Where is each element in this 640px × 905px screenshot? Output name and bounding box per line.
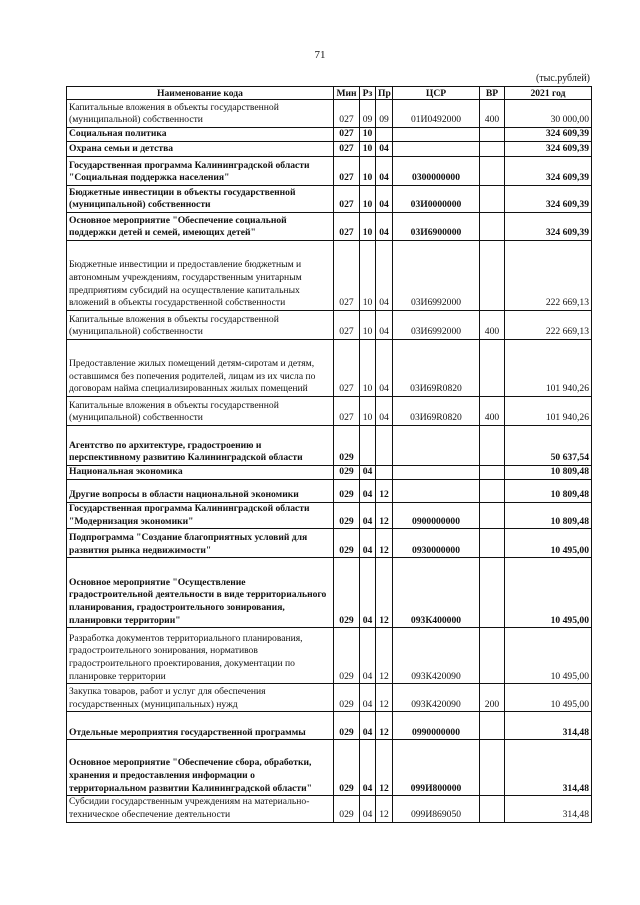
row-amount: 324 609,39	[505, 186, 592, 213]
row-min: 029	[334, 628, 360, 684]
table-row	[67, 740, 592, 796]
row-amount: 314,48	[505, 740, 592, 796]
table-row	[67, 142, 592, 157]
row-csr: 03И0000000	[393, 186, 480, 213]
row-amount: 314,48	[505, 796, 592, 822]
row-name: Предоставление жилых помещений детям-сиротам и детям, оставшимся без попечения родителей, лицам из их числа по договорам найма специализированных жилых помещений	[67, 340, 334, 397]
row-csr: 03И69R0820	[393, 397, 480, 426]
row-amount: 10 809,48	[505, 503, 592, 529]
row-pr: 12	[376, 740, 393, 796]
row-rz: 10	[360, 397, 376, 426]
row-vr: 400	[480, 397, 505, 426]
row-vr	[480, 340, 505, 397]
row-pr	[376, 128, 393, 142]
row-vr	[480, 796, 505, 822]
row-vr	[480, 157, 505, 186]
row-name: Субсидии государственным учреждениям на материально-техническое обеспечение деятельности	[67, 796, 334, 822]
row-pr: 12	[376, 480, 393, 503]
table-row	[67, 426, 592, 466]
row-rz: 04	[360, 503, 376, 529]
table-row	[67, 213, 592, 241]
row-amount: 10 495,00	[505, 628, 592, 684]
row-csr: 0900000000	[393, 503, 480, 529]
row-csr: 093К420090	[393, 628, 480, 684]
row-name: Разработка документов территориального планирования, градостроительного зонирования, нормативов градостроительного проектирования, документации по планировке территории	[67, 628, 334, 684]
row-vr	[480, 558, 505, 628]
row-rz: 04	[360, 558, 376, 628]
row-rz: 10	[360, 241, 376, 311]
row-rz: 09	[360, 100, 376, 128]
row-csr: 01И0492000	[393, 100, 480, 128]
row-csr: 03И6992000	[393, 241, 480, 311]
row-rz: 04	[360, 712, 376, 740]
row-amount: 30 000,00	[505, 100, 592, 128]
row-rz: 10	[360, 311, 376, 340]
row-rz: 10	[360, 213, 376, 241]
row-min: 027	[334, 157, 360, 186]
row-amount: 50 637,54	[505, 426, 592, 466]
row-amount: 10 809,48	[505, 466, 592, 480]
row-min: 027	[334, 397, 360, 426]
row-amount: 101 940,26	[505, 397, 592, 426]
row-csr	[393, 480, 480, 503]
row-vr	[480, 740, 505, 796]
row-csr: 0990000000	[393, 712, 480, 740]
row-amount: 101 940,26	[505, 340, 592, 397]
row-min: 027	[334, 241, 360, 311]
row-min: 027	[334, 128, 360, 142]
page-number: 71	[314, 49, 326, 61]
row-pr: 09	[376, 100, 393, 128]
row-csr: 093К400000	[393, 558, 480, 628]
row-rz: 10	[360, 128, 376, 142]
row-pr: 04	[376, 241, 393, 311]
row-vr	[480, 628, 505, 684]
row-rz: 04	[360, 628, 376, 684]
row-pr: 04	[376, 157, 393, 186]
row-min: 029	[334, 740, 360, 796]
row-vr	[480, 529, 505, 558]
budget-table	[66, 86, 592, 823]
table-row	[67, 628, 592, 684]
row-pr: 04	[376, 311, 393, 340]
row-min: 029	[334, 503, 360, 529]
row-csr	[393, 426, 480, 466]
row-vr: 400	[480, 311, 505, 340]
row-pr: 12	[376, 712, 393, 740]
row-amount: 10 495,00	[505, 558, 592, 628]
row-name: Социальная политика	[67, 128, 334, 142]
row-vr	[480, 466, 505, 480]
row-csr: 093К420090	[393, 684, 480, 712]
table-row	[67, 684, 592, 712]
row-csr: 03И6992000	[393, 311, 480, 340]
table-row	[67, 397, 592, 426]
row-csr: 099И869050	[393, 796, 480, 822]
row-amount: 314,48	[505, 712, 592, 740]
row-amount: 222 669,13	[505, 311, 592, 340]
header-min: Мин	[334, 87, 360, 100]
row-rz: 04	[360, 684, 376, 712]
header-rz: Рз	[360, 87, 376, 100]
row-amount: 324 609,39	[505, 157, 592, 186]
header-csr: ЦСР	[393, 87, 480, 100]
row-vr	[480, 128, 505, 142]
table-header-row	[67, 87, 592, 100]
row-vr	[480, 142, 505, 157]
row-vr	[480, 213, 505, 241]
table-row	[67, 100, 592, 128]
row-min: 027	[334, 311, 360, 340]
row-name: Отдельные мероприятия государственной программы	[67, 712, 334, 740]
table-row	[67, 796, 592, 822]
row-pr: 12	[376, 503, 393, 529]
row-amount: 10 495,00	[505, 684, 592, 712]
row-min: 027	[334, 186, 360, 213]
row-vr	[480, 712, 505, 740]
row-name: Подпрограмма "Создание благоприятных условий для развития рынка недвижимости"	[67, 529, 334, 558]
row-min: 029	[334, 558, 360, 628]
header-name: Наименование кода	[67, 87, 334, 100]
table-row	[67, 186, 592, 213]
row-vr	[480, 503, 505, 529]
row-pr: 12	[376, 796, 393, 822]
row-rz	[360, 426, 376, 466]
row-amount: 10 495,00	[505, 529, 592, 558]
row-name: Агентство по архитектуре, градостроению и перспективному развитию Калининградской области	[67, 426, 334, 466]
row-amount: 324 609,39	[505, 142, 592, 157]
table-row	[67, 128, 592, 142]
row-name: Государственная программа Калининградской области "Модернизация экономики"	[67, 503, 334, 529]
table-row	[67, 529, 592, 558]
row-pr: 12	[376, 628, 393, 684]
row-pr: 04	[376, 340, 393, 397]
row-name: Государственная программа Калининградской области "Социальная поддержка населения"	[67, 157, 334, 186]
row-name: Основное мероприятие "Осуществление градостроительной деятельности в виде территориального планирования, градостроительного зонирования, планировки территории"	[67, 558, 334, 628]
row-amount: 10 809,48	[505, 480, 592, 503]
row-pr: 12	[376, 558, 393, 628]
row-name: Капитальные вложения в объекты государственной (муниципальной) собственности	[67, 100, 334, 128]
row-pr	[376, 466, 393, 480]
table-row	[67, 241, 592, 311]
row-name: Бюджетные инвестиции и предоставление бюджетным и автономным учреждениям, государственным унитарным предприятиям субсидий на осуществление капитальных вложений в объекты государственной собственности	[67, 241, 334, 311]
row-csr	[393, 142, 480, 157]
row-name: Основное мероприятие "Обеспечение сбора, обработки, хранения и предоставления информации о территориальном развитии Калининградской области"	[67, 740, 334, 796]
row-pr: 04	[376, 213, 393, 241]
row-csr: 03И6900000	[393, 213, 480, 241]
row-min: 029	[334, 480, 360, 503]
row-vr	[480, 186, 505, 213]
row-rz: 10	[360, 142, 376, 157]
row-pr	[376, 426, 393, 466]
row-rz: 04	[360, 466, 376, 480]
row-rz: 10	[360, 157, 376, 186]
header-vr: ВР	[480, 87, 505, 100]
row-min: 029	[334, 684, 360, 712]
row-csr: 03И69R0820	[393, 340, 480, 397]
row-vr: 200	[480, 684, 505, 712]
header-year: 2021 год	[505, 87, 592, 100]
row-pr: 04	[376, 397, 393, 426]
row-vr: 400	[480, 100, 505, 128]
row-min: 029	[334, 426, 360, 466]
table-row	[67, 558, 592, 628]
row-name: Закупка товаров, работ и услуг для обеспечения государственных (муниципальных) нужд	[67, 684, 334, 712]
row-pr: 04	[376, 142, 393, 157]
row-name: Основное мероприятие "Обеспечение социальной поддержки детей и семей, имеющих детей"	[67, 213, 334, 241]
row-csr	[393, 466, 480, 480]
row-pr: 04	[376, 186, 393, 213]
row-min: 027	[334, 340, 360, 397]
row-amount: 324 609,39	[505, 213, 592, 241]
row-min: 029	[334, 466, 360, 480]
row-csr	[393, 128, 480, 142]
row-csr: 0930000000	[393, 529, 480, 558]
row-vr	[480, 480, 505, 503]
row-name: Другие вопросы в области национальной экономики	[67, 480, 334, 503]
unit-label: (тыс.рублей)	[535, 73, 590, 84]
table-row	[67, 480, 592, 503]
table-row	[67, 503, 592, 529]
row-min: 029	[334, 796, 360, 822]
table-row	[67, 311, 592, 340]
row-min: 027	[334, 142, 360, 157]
row-rz: 04	[360, 529, 376, 558]
row-name: Бюджетные инвестиции в объекты государственной (муниципальной) собственности	[67, 186, 334, 213]
row-rz: 10	[360, 186, 376, 213]
row-name: Капитальные вложения в объекты государственной (муниципальной) собственности	[67, 397, 334, 426]
row-name: Охрана семьи и детства	[67, 142, 334, 157]
row-rz: 04	[360, 796, 376, 822]
row-amount: 222 669,13	[505, 241, 592, 311]
row-pr: 12	[376, 529, 393, 558]
row-min: 029	[334, 712, 360, 740]
row-csr: 0300000000	[393, 157, 480, 186]
header-pr: Пр	[376, 87, 393, 100]
row-vr	[480, 241, 505, 311]
row-rz: 04	[360, 740, 376, 796]
table-row	[67, 340, 592, 397]
row-name: Национальная экономика	[67, 466, 334, 480]
row-min: 027	[334, 100, 360, 128]
row-pr: 12	[376, 684, 393, 712]
row-csr: 099И800000	[393, 740, 480, 796]
row-rz: 10	[360, 340, 376, 397]
table-body	[67, 100, 592, 823]
row-min: 027	[334, 213, 360, 241]
table-row	[67, 157, 592, 186]
table-row	[67, 712, 592, 740]
row-name: Капитальные вложения в объекты государственной (муниципальной) собственности	[67, 311, 334, 340]
table-row	[67, 466, 592, 480]
row-vr	[480, 426, 505, 466]
row-amount: 324 609,39	[505, 128, 592, 142]
row-min: 029	[334, 529, 360, 558]
row-rz: 04	[360, 480, 376, 503]
